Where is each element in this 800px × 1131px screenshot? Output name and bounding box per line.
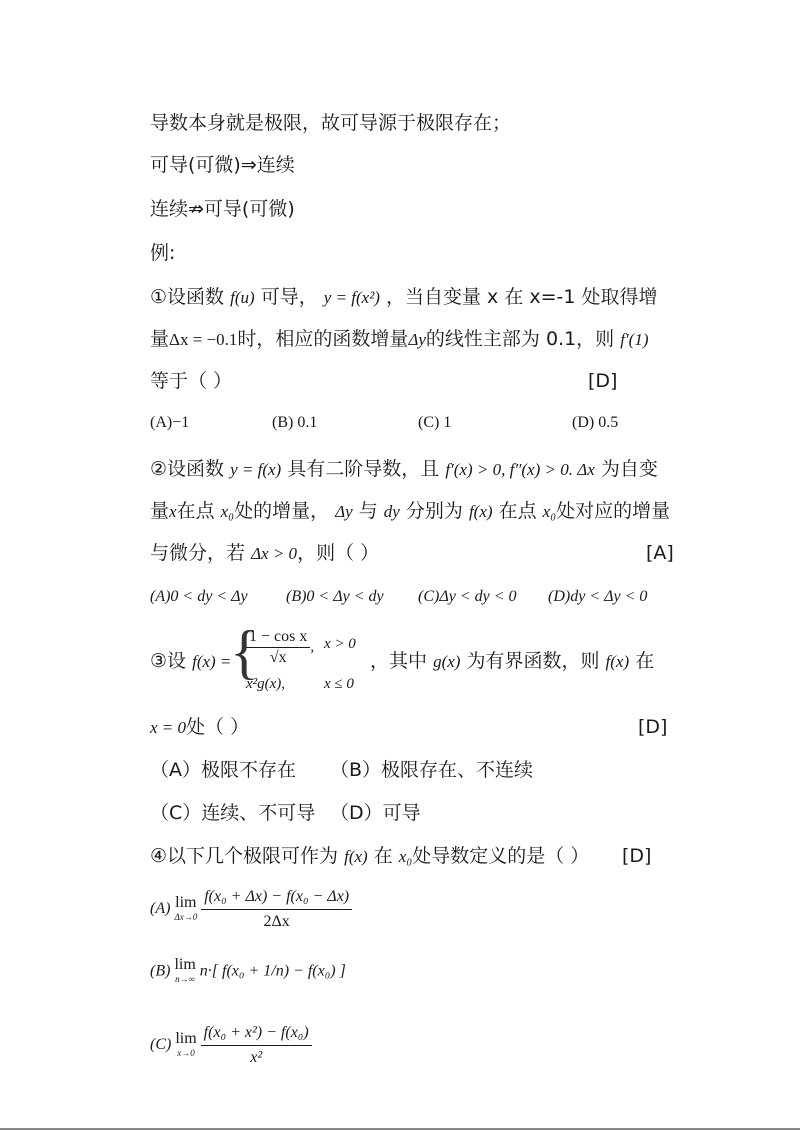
q2-option-a: (A)0 < dy < Δy [150,588,248,605]
math-fprime: f′(1) [620,330,649,349]
text-line-4: 例: [150,242,176,264]
q3-line-1-start: ③设 f(x) = [150,650,232,672]
q1-line-1: ①设函数 f(u) 可导， y = f(x²) ，当自变量 x 在 x=-1 处取得增 [150,286,658,308]
q3-line-2: x = 0处（ ） [150,716,250,738]
math-yeq: y = f(x²) [323,288,380,307]
q3-answer: [D] [638,716,668,738]
q3-option-c: （C）连续、不可导 [150,802,316,824]
q4-answer: [D] [622,845,652,867]
piecewise-case-2: x²g(x), [246,676,286,692]
math-dy: Δy [408,330,426,349]
q1-answer: [D] [588,370,618,392]
text-line-1: 导数本身就是极限，故可导源于极限存在； [150,112,512,134]
q1-option-a: (A)−1 [150,414,190,431]
piecewise-cond-1: x > 0 [324,636,356,652]
math-fu: f(u) [230,288,255,307]
q1-line-3: 等于（ ） [150,370,233,392]
q4-line-1: ④以下几个极限可作为 f(x) 在 x₀处导数定义的是（ ） [150,845,590,867]
math-cond: f′(x) > 0, f″(x) > 0. Δx [445,460,595,479]
page-bottom-border [0,1128,800,1130]
q3-option-d: （D）可导 [330,802,421,824]
q2-line-1: ②设函数 y = f(x) 具有二阶导数，且 f′(x) > 0, f″(x) > 0. Δx 为自变 [150,458,658,480]
q3-line-1-end: ，其中 g(x) 为有界函数，则 f(x) 在 [370,650,655,672]
q4-option-b: (B) lim n→∞ n·[ f(x₀ + 1/n) − f(x₀) ] [150,956,346,984]
q2-option-b: (B)0 < Δy < dy [286,588,384,605]
q4-option-a: (A) lim Δx→0 $\frac{\text{f(x₀ + Δx) − f(x₀ − Δx)}}{2\Delta x}$ [150,886,352,933]
q1-option-c: (C) 1 [418,414,452,431]
piecewise-brace: { [230,619,259,685]
math-dx: Δx = −0.1 [169,330,238,349]
math-fxeq: f(x) = [192,652,232,671]
q2-line-2: 量x在点 x₀处的增量， Δy 与 dy 分别为 f(x) 在点 x₀处对应的增量 [150,500,671,522]
text-line-2: 可导(可微)⇒连续 [150,154,295,176]
q2-line-3: 与微分，若 Δx > 0，则（ ） [150,542,380,564]
math-dxgt: Δx > 0 [251,544,298,563]
q2-option-d: (D)dy < Δy < 0 [548,588,648,605]
q1-option-d: (D) 0.5 [572,414,619,431]
text-line-3: 连续⇏可导(可微) [150,198,295,220]
math-yfx: y = f(x) [230,460,282,479]
q2-answer: [A] [646,542,674,564]
piecewise-case-1: $\frac{\text{1 − cos x}}{√x}$ , [246,628,314,667]
q4-option-c: (C) lim x→0 $\frac{\text{f(x₀ + x²) − f(x₀)}}{\text{x²}}$ [150,1022,312,1069]
q1-option-b: (B) 0.1 [272,414,318,431]
q3-option-a: （A）极限不存在 [150,759,296,781]
q3-option-b: （B）极限存在、不连续 [330,759,534,781]
piecewise-cond-2: x ≤ 0 [324,676,354,692]
q2-option-c: (C)Δy < dy < 0 [418,588,517,605]
q1-line-2: 量Δx = −0.1时，相应的函数增量Δy的线性主部为 0.1，则 f′(1) [150,328,649,350]
